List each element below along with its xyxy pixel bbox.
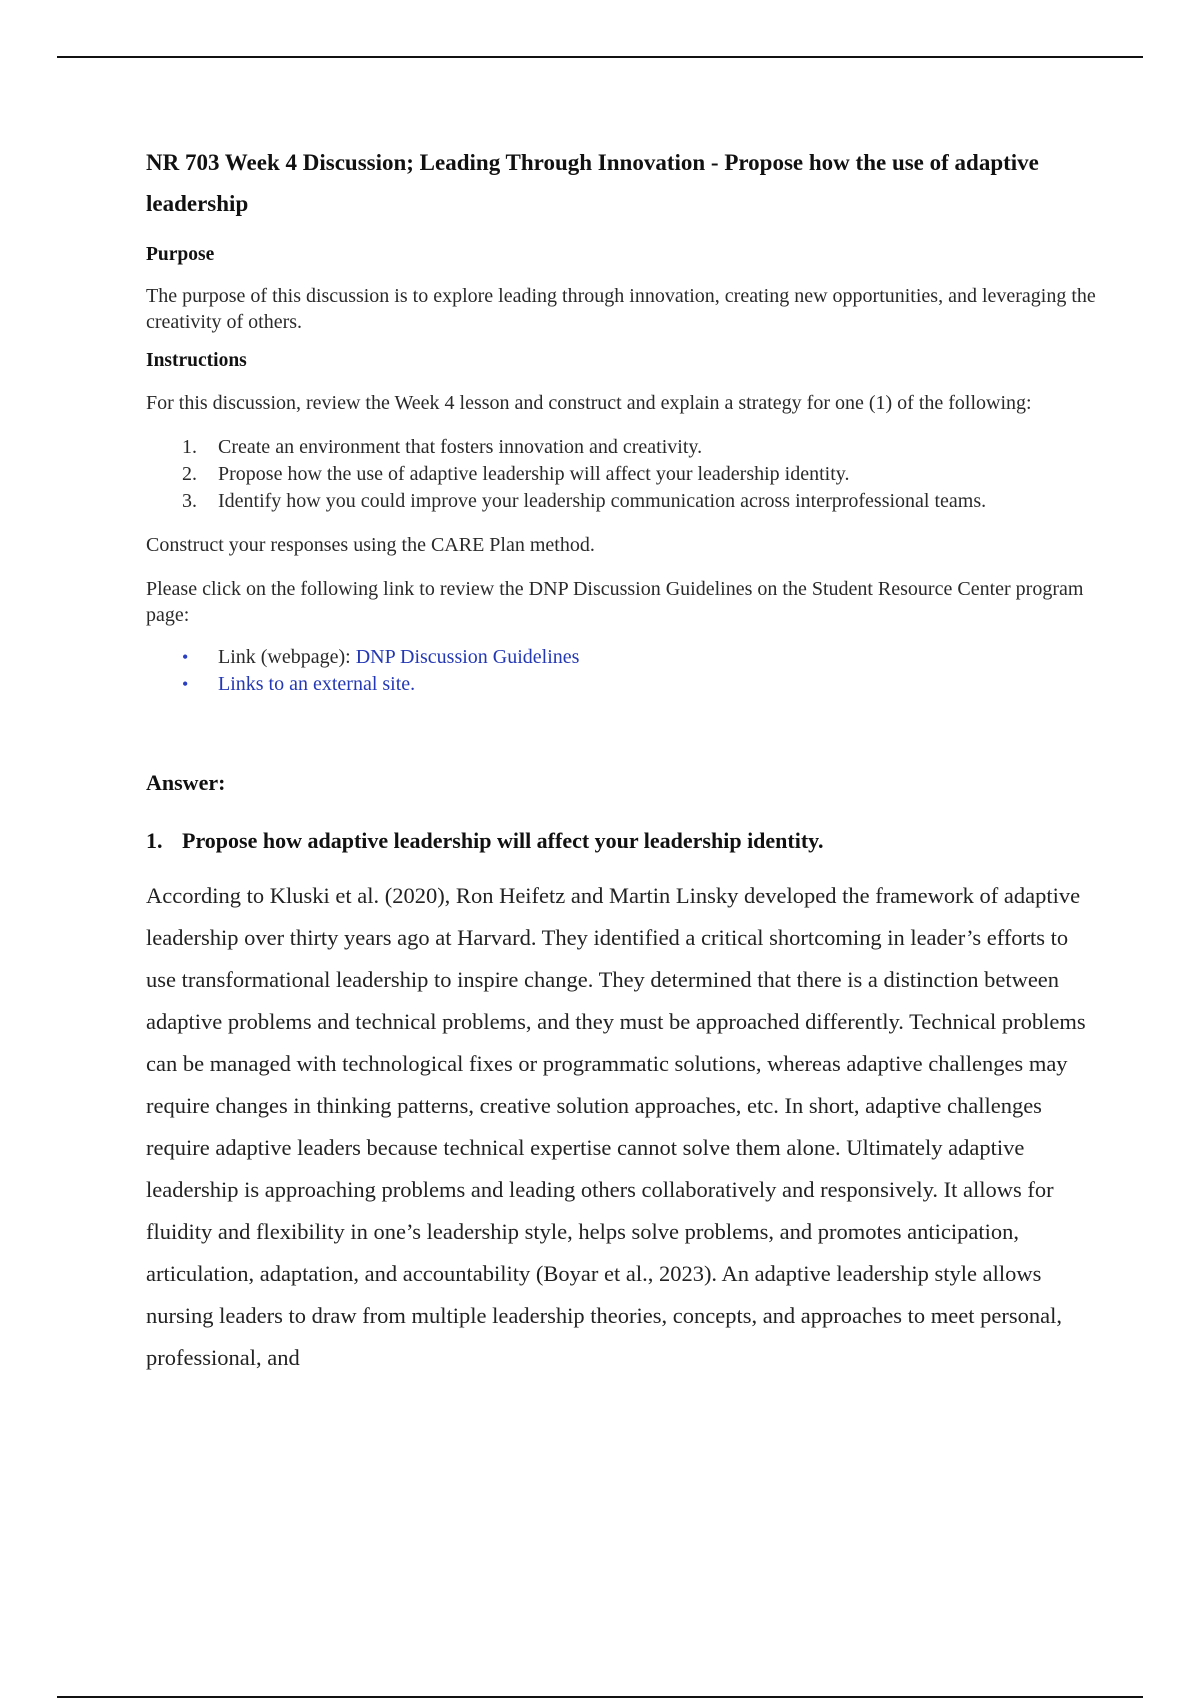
- link-prefix: Link (webpage):: [218, 646, 356, 668]
- instructions-heading: Instructions: [146, 350, 247, 371]
- top-rule: [57, 56, 1143, 58]
- question-text: Propose how adaptive leadership will affect your leadership identity.: [182, 828, 824, 853]
- list-item: [146, 488, 1096, 515]
- list-item-text: Create an environment that fosters innovation and creativity.: [218, 436, 703, 458]
- answer-body: According to Kluski et al. (2020), Ron Heifetz and Martin Linsky developed the framework of adaptive leadership over thirty years ago at Harvard. They identified a critical shortcoming in leader’s efforts to use transformational leadership to inspire change. They determined that there is a distinction between adaptive problems and technical problems, and they must be approached differently. Technical problems can be managed with technological fixes or programmatic solutions, whereas adaptive challenges may require changes in thinking patterns, creative solution approaches, etc. In short, adaptive challenges require adaptive leaders because technical expertise cannot solve them alone. Ultimately adaptive leadership is approaching problems and leading others collaboratively and responsively. It allows for fluidity and flexibility in one’s leadership style, helps solve problems, and promotes anticipation, articulation, adaptation, and accountability (Boyar et al., 2023). An adaptive leadership style allows nursing leaders to draw from multiple leadership theories, concepts, and approaches to meet personal, professional, and: [146, 883, 1086, 1370]
- answer-heading: Answer:: [146, 770, 226, 795]
- purpose-heading: Purpose: [146, 244, 215, 265]
- list-item: [146, 671, 1096, 698]
- bullet-icon: •: [182, 647, 189, 667]
- list-number: 2.: [182, 463, 197, 485]
- question-heading: [146, 826, 1096, 856]
- list-number: 1.: [182, 436, 197, 458]
- list-item: [146, 461, 1096, 488]
- document-title: NR 703 Week 4 Discussion; Leading Through Innovation - Propose how the use of adaptive leadership: [146, 150, 1039, 216]
- document-body: [146, 142, 1096, 1379]
- bullet-icon: •: [182, 674, 189, 694]
- list-number: 3.: [182, 490, 197, 512]
- list-item-text: Identify how you could improve your leadership communication across interprofessional teams.: [218, 490, 987, 512]
- list-item-text: Propose how the use of adaptive leadership will affect your leadership identity.: [218, 463, 850, 485]
- list-item: [146, 644, 1096, 671]
- question-number: 1.: [146, 828, 163, 853]
- instructions-text: For this discussion, review the Week 4 lesson and construct and explain a strategy for one (1) of the following:: [146, 392, 1032, 414]
- options-list: [146, 434, 1096, 515]
- guidelines-instruction-text: Please click on the following link to review the DNP Discussion Guidelines on the Student Resource Center program page:: [146, 578, 1084, 626]
- care-plan-text: Construct your responses using the CARE Plan method.: [146, 534, 595, 556]
- external-site-link[interactable]: Links to an external site.: [218, 673, 416, 695]
- dnp-guidelines-link[interactable]: DNP Discussion Guidelines: [355, 646, 580, 668]
- bottom-rule: [57, 1696, 1143, 1698]
- links-list: [146, 644, 1096, 698]
- purpose-text: The purpose of this discussion is to explore leading through innovation, creating new opportunities, and leveraging the creativity of others.: [146, 285, 1096, 333]
- list-item: [146, 434, 1096, 461]
